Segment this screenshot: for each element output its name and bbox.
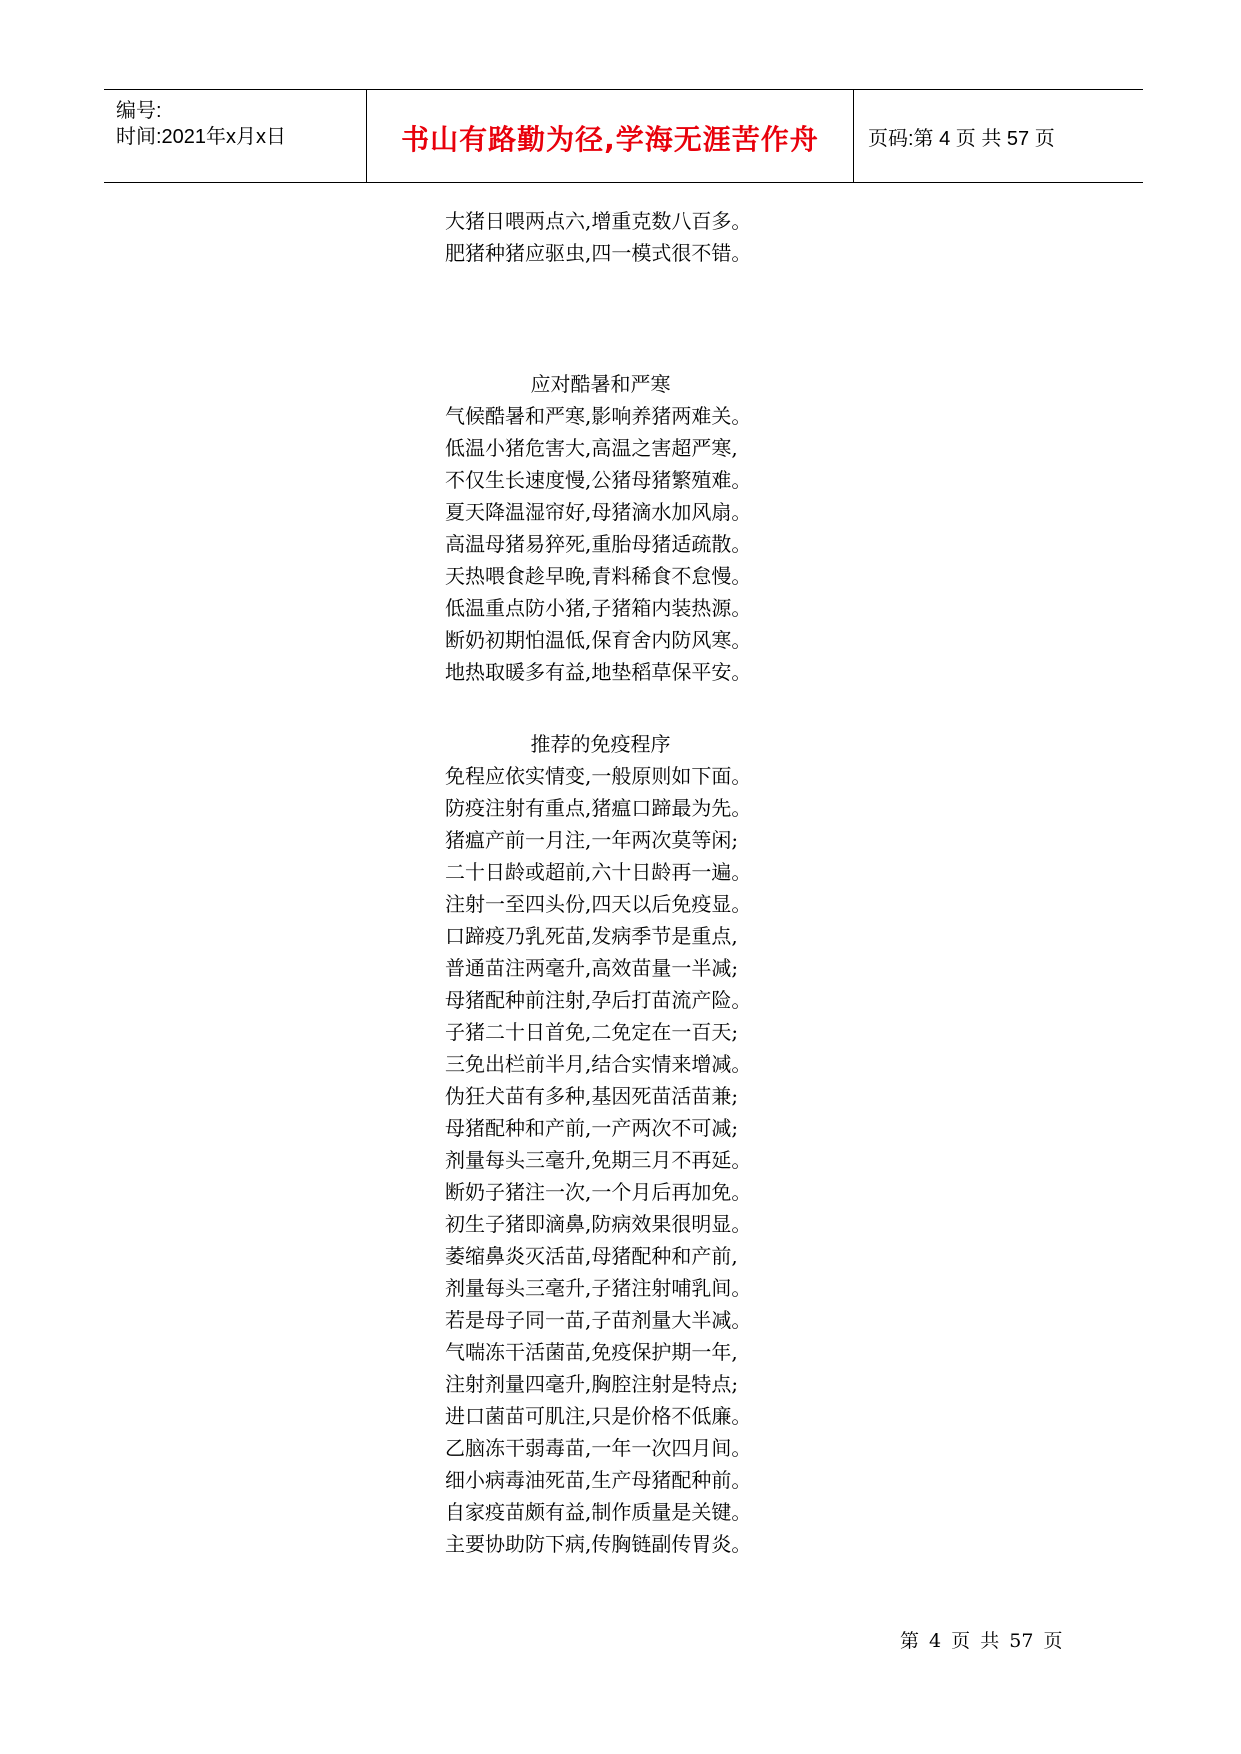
- time-label: 时间:2021年x月x日: [116, 126, 287, 148]
- verse-line: 母猪配种前注射,孕后打苗流产险。: [445, 988, 752, 1012]
- document-header: [104, 89, 1143, 183]
- header-right-cell: [854, 90, 1143, 182]
- verse-line: 断奶子猪注一次,一个月后再加免。: [445, 1180, 752, 1204]
- verse-line: 夏天降温湿帘好,母猪滴水加风扇。: [445, 500, 752, 524]
- verse-line: 普通苗注两毫升,高效苗量一半减;: [445, 956, 739, 980]
- header-page-code: 页码:第 4 页 共 57 页: [868, 128, 1055, 150]
- verse-line: 细小病毒油死苗,生产母猪配种前。: [445, 1468, 752, 1492]
- verse-line: 子猪二十日首免,二免定在一百天;: [445, 1020, 739, 1044]
- verse-line: 母猪配种和产前,一产两次不可减;: [445, 1116, 739, 1140]
- verse-line: 乙脑冻干弱毒苗,一年一次四月间。: [445, 1436, 752, 1460]
- header-left-cell: [104, 90, 366, 182]
- verse-line: 剂量每头三毫升,子猪注射哺乳间。: [445, 1276, 752, 1300]
- verse-line: 剂量每头三毫升,免期三月不再延。: [445, 1148, 752, 1172]
- verse-line: 注射剂量四毫升,胸腔注射是特点;: [445, 1372, 739, 1396]
- verse-line: 气候酷暑和严寒,影响养猪两难关。: [445, 404, 752, 428]
- section-title: 推荐的免疫程序: [530, 732, 671, 756]
- verse-line: 伪狂犬苗有多种,基因死苗活苗兼;: [445, 1084, 739, 1108]
- verse-line: 防疫注射有重点,猪瘟口蹄最为先。: [445, 796, 752, 820]
- verse-line: 地热取暖多有益,地垫稻草保平安。: [445, 660, 752, 684]
- verse-line: 天热喂食趁早晚,青料稀食不怠慢。: [445, 564, 752, 588]
- verse-line: 低温重点防小猪,子猪箱内装热源。: [445, 596, 752, 620]
- verse-line: 初生子猪即滴鼻,防病效果很明显。: [445, 1212, 752, 1236]
- verse-line: 自家疫苗颇有益,制作质量是关键。: [445, 1500, 752, 1524]
- header-middle-cell: [366, 90, 854, 182]
- section-title: 应对酷暑和严寒: [530, 372, 671, 396]
- verse-line: 猪瘟产前一月注,一年两次莫等闲;: [445, 828, 739, 852]
- verse-line: 大猪日喂两点六,增重克数八百多。: [445, 209, 752, 233]
- verse-line: 主要协助防下病,传胸链副传胃炎。: [445, 1532, 752, 1556]
- verse-line: 注射一至四头份,四天以后免疫显。: [445, 892, 752, 916]
- verse-line: 口蹄疫乃乳死苗,发病季节是重点,: [445, 924, 738, 948]
- verse-line: 二十日龄或超前,六十日龄再一遍。: [445, 860, 752, 884]
- header-motto: 书山有路勤为径,学海无涯苦作舟: [401, 123, 819, 156]
- verse-line: 不仅生长速度慢,公猪母猪繁殖难。: [445, 468, 752, 492]
- verse-line: 断奶初期怕温低,保育舍内防风寒。: [445, 628, 752, 652]
- verse-line: 若是母子同一苗,子苗剂量大半减。: [445, 1308, 752, 1332]
- verse-line: 进口菌苗可肌注,只是价格不低廉。: [445, 1404, 752, 1428]
- verse-line: 免程应依实情变,一般原则如下面。: [445, 764, 752, 788]
- verse-line: 高温母猪易猝死,重胎母猪适疏散。: [445, 532, 752, 556]
- verse-line: 气喘冻干活菌苗,免疫保护期一年,: [445, 1340, 738, 1364]
- verse-line: 萎缩鼻炎灭活苗,母猪配种和产前,: [445, 1244, 738, 1268]
- page-footer: 第 4 页 共 57 页: [900, 1630, 1063, 1652]
- verse-line: 肥猪种猪应驱虫,四一模式很不错。: [445, 241, 752, 265]
- number-label: 编号:: [116, 100, 162, 122]
- verse-line: 三免出栏前半月,结合实情来增减。: [445, 1052, 752, 1076]
- verse-line: 低温小猪危害大,高温之害超严寒,: [445, 436, 738, 460]
